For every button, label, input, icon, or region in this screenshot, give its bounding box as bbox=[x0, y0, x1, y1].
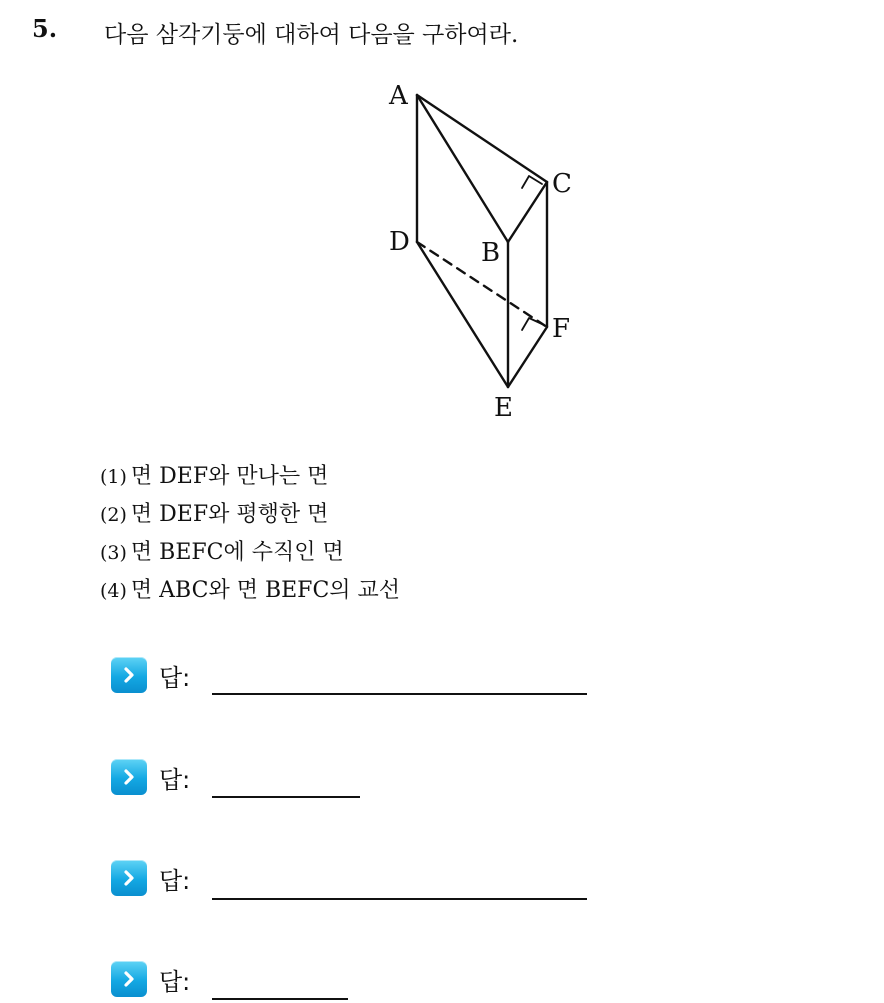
sub-question-item bbox=[100, 496, 400, 534]
chevron-right-icon bbox=[111, 860, 147, 896]
answer-row-2 bbox=[111, 757, 190, 797]
answer-label: 답: bbox=[159, 765, 191, 794]
sub-question-text: 면 BEFC에 수직인 면 bbox=[130, 540, 344, 565]
answer-row-3 bbox=[111, 858, 190, 898]
question-text: 다음 삼각기둥에 대하여 다음을 구하여라. bbox=[104, 22, 519, 48]
vertex-label-D: D bbox=[389, 227, 410, 257]
vertex-label-C: C bbox=[552, 169, 572, 199]
answer-label: 답: bbox=[159, 967, 191, 996]
right-angle-mark-F bbox=[522, 318, 542, 330]
answer-label: 답: bbox=[159, 663, 191, 692]
chevron-right-icon bbox=[111, 759, 147, 795]
edge-AC bbox=[417, 95, 547, 182]
sub-question-number: (1) bbox=[100, 466, 127, 488]
answer-row-1 bbox=[111, 655, 190, 695]
answer-blank-3[interactable] bbox=[212, 898, 587, 900]
sub-question-number: (4) bbox=[100, 580, 127, 602]
sub-question-number: (2) bbox=[100, 504, 127, 526]
vertex-label-E: E bbox=[494, 393, 513, 423]
edge-AB bbox=[417, 95, 508, 242]
sub-question-item bbox=[100, 534, 400, 572]
answer-blank-4[interactable] bbox=[212, 998, 348, 1000]
edge-BC bbox=[508, 182, 547, 242]
answer-label: 답: bbox=[159, 866, 191, 895]
chevron-right-icon bbox=[111, 961, 147, 997]
answer-row-4 bbox=[111, 959, 190, 999]
vertex-label-A: A bbox=[389, 81, 408, 111]
chevron-right-icon bbox=[111, 657, 147, 693]
vertex-label-B: B bbox=[481, 238, 501, 268]
triangular-prism-figure bbox=[0, 0, 884, 440]
answer-blank-1[interactable] bbox=[212, 693, 587, 695]
sub-question-number: (3) bbox=[100, 542, 127, 564]
edge-EF bbox=[508, 327, 547, 387]
question-number: 5. bbox=[32, 14, 58, 43]
sub-question-list bbox=[100, 458, 400, 610]
sub-question-text: 면 ABC와 면 BEFC의 교선 bbox=[130, 578, 401, 603]
sub-question-text: 면 DEF와 만나는 면 bbox=[130, 464, 329, 489]
vertex-label-F: F bbox=[552, 314, 571, 344]
sub-question-item bbox=[100, 572, 400, 610]
sub-question-item bbox=[100, 458, 400, 496]
answer-blank-2[interactable] bbox=[212, 796, 360, 798]
sub-question-text: 면 DEF와 평행한 면 bbox=[130, 502, 329, 527]
